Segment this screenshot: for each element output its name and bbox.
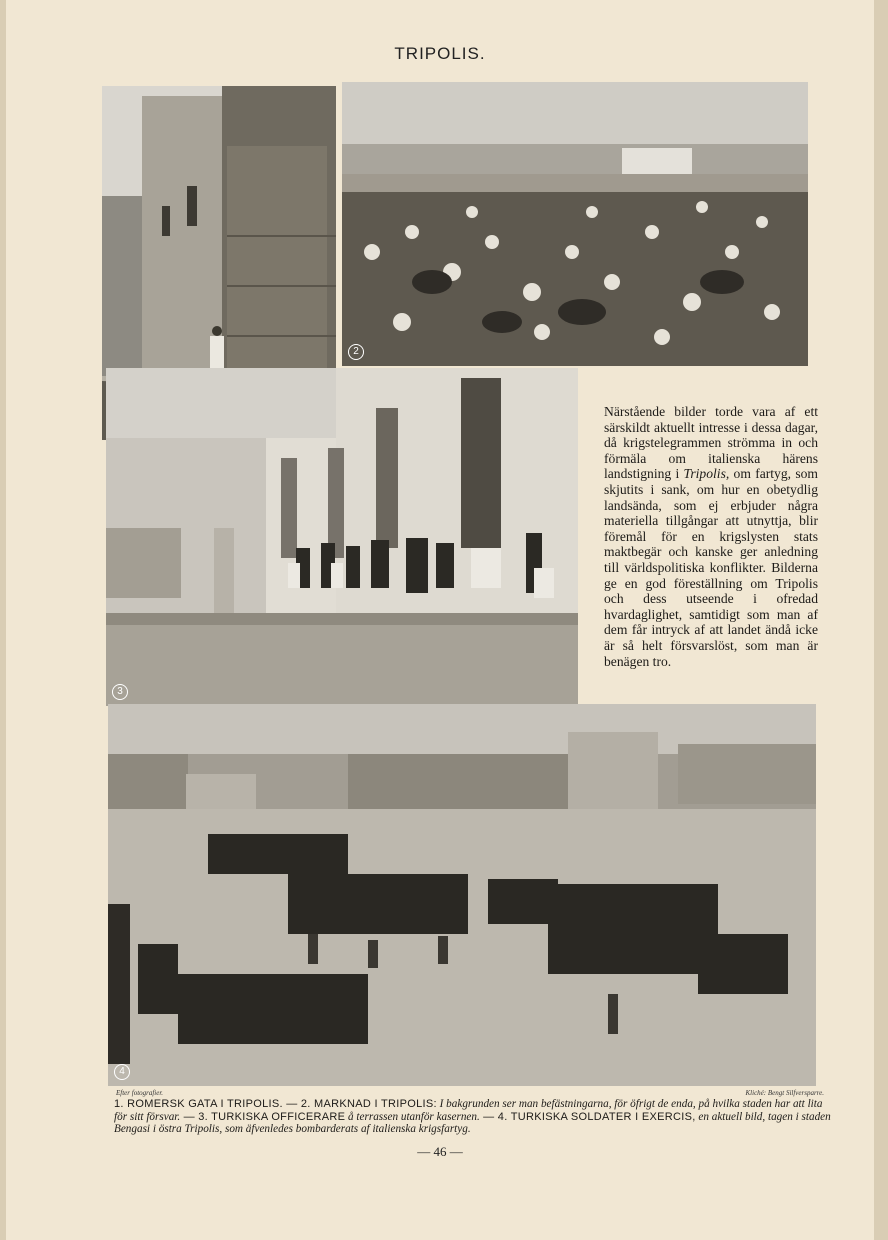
caption-text-3: å terrassen utanför kasernen. — [345, 1110, 480, 1123]
caption-heading-4: — 4. TURKISKA SOLDATER I EXERCIS, — [479, 1110, 696, 1123]
caption-heading-1-2: 1. ROMERSK GATA I TRIPOLIS. — 2. MARKNAD I TRIPOLIS: — [114, 1098, 437, 1110]
caption-text-2: I bakgrunden ser man befästningarna, för öfrigt de enda, på hvilka staden har att lita för sitt försvar. — [114, 1098, 823, 1123]
magazine-page — [6, 0, 874, 1240]
article-body-end: om fartyg, som skjutits i sank, om hur en obetydlig landsända, som ej erbjuder några materiella tillgångar att utnyttja, blir föremål för en krigslysten stats maktbegär och kanske ger anledning till världspolitiska konflikter. Bilderna ge en god föreställning om Tripolis och dess utseende i ofredad hvardaglighet, samtidigt som man af dem får intryck af att landet ändå icke är så helt försvarslöst, som man är benägen tro. — [604, 466, 818, 669]
photo-soldiers-image — [108, 704, 816, 1086]
article-body-emphasis: Tripolis, — [683, 466, 730, 482]
page-title: TRIPOLIS. — [394, 44, 486, 63]
photo-number-4: 4 — [114, 1064, 130, 1080]
photo-captions — [114, 1098, 834, 1136]
photo-market-image — [342, 82, 808, 366]
photo-officers — [106, 368, 578, 706]
cliche-credit: Kliché: Bengt Silfversparre. — [745, 1089, 824, 1097]
caption-heading-3: — 3. TURKISKA OFFICERARE — [180, 1110, 346, 1123]
photo-number-2: 2 — [348, 344, 364, 360]
photo-officers-image — [106, 368, 578, 706]
article-body-start: Närstående bilder torde vara af ett särskildt aktuellt intresse i dessa dagar, då krigstelegrammen strömma in och förmäla om italienska härens landstigning i — [604, 404, 818, 482]
photo-market — [342, 82, 808, 366]
caption-text-4: en aktuell bild, tagen i staden Bengasi i östra Tripolis, som äfvenledes bombarderats af italienska krigsfartyg. — [114, 1110, 831, 1136]
photo-credit: Efter fotografier. — [116, 1089, 164, 1097]
article-body — [604, 404, 818, 669]
page-number: — 46 — — [417, 1144, 463, 1159]
photo-soldiers — [108, 704, 816, 1086]
photo-number-3: 3 — [112, 684, 128, 700]
